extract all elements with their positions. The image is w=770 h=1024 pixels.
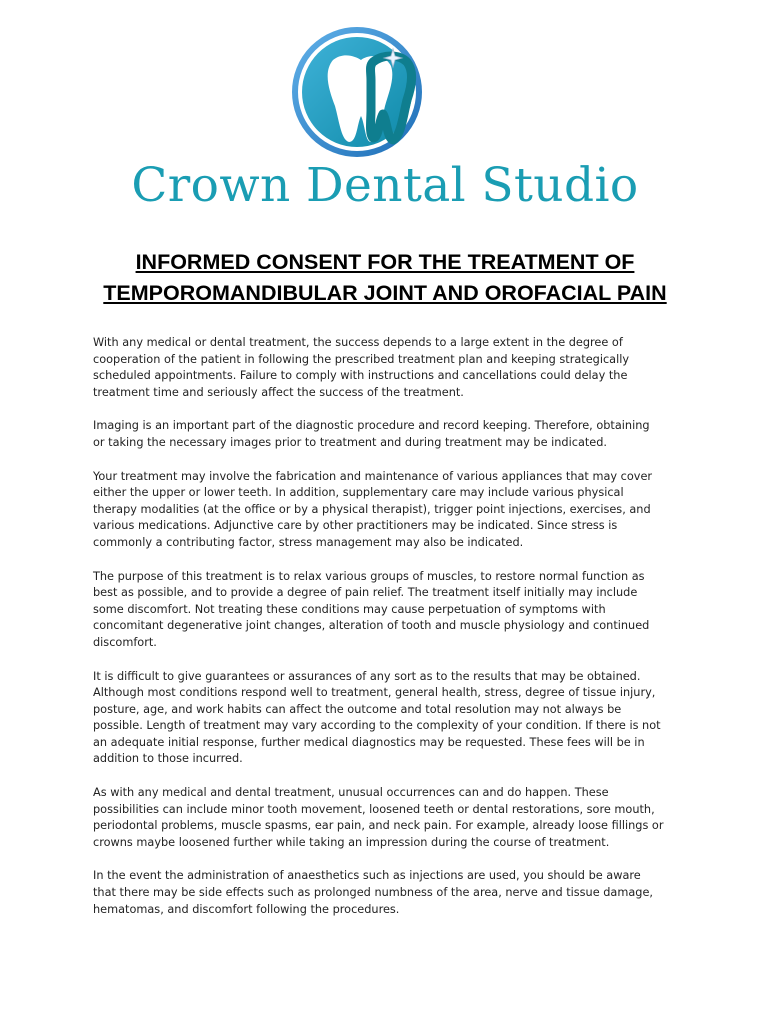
paragraph-line: It is difficult to give guarantees or assurances of any sort as to the results that may be obtained. (93, 669, 641, 683)
paragraph (93, 669, 675, 769)
paragraph-line: scheduled appointments. Failure to comply with instructions and cancellations could delay the (93, 369, 628, 383)
paragraph-line: Your treatment may involve the fabrication and maintenance of various appliances that may cover (93, 469, 653, 483)
paragraph-line: concomitant degenerative joint changes, alteration of tooth and muscle physiology and continued (93, 619, 650, 633)
title-line-1: INFORMED CONSENT FOR THE TREATMENT OF (135, 250, 635, 274)
paragraph (93, 335, 675, 401)
paragraph-line: or taking the necessary images prior to treatment and during treatment may be indicated. (93, 435, 608, 449)
paragraph-line: discomfort. (93, 635, 157, 649)
clinic-name: Crown Dental Studio (131, 158, 639, 213)
paragraph-line: best as possible, and to provide a degree of pain relief. The treatment itself initially may include (93, 586, 638, 600)
paragraph (93, 569, 675, 652)
paragraph-line: therapy modalities (at the office or by a physical therapist), trigger point injections, exercises, and (93, 502, 651, 516)
paragraph-line: various medications. Adjunctive care by other practitioners may be indicated. Since stress is (93, 519, 618, 533)
paragraph-line: posture, age, and work habits can affect the outcome and total resolution may not always be (93, 702, 622, 716)
paragraph-line: crowns maybe loosened further while taking an impression during the course of treatment. (93, 835, 610, 849)
paragraph (93, 785, 675, 851)
paragraph-line: some discomfort. Not treating these conditions may cause perpetuation of symptoms with (93, 602, 606, 616)
paragraph-line: periodontal problems, muscle spasms, ear pain, and neck pain. For example, already loose fillings or (93, 819, 664, 833)
paragraph-line: that there may be side effects such as prolonged numbness of the area, nerve and tissue damage, (93, 886, 653, 900)
paragraph-line: In the event the administration of anaesthetics such as injections are used, you should be aware (93, 869, 641, 883)
paragraph-line: addition to those incurred. (93, 752, 243, 766)
paragraph (93, 868, 675, 918)
document-body (93, 335, 675, 935)
document-title (40, 247, 730, 309)
paragraph (93, 469, 675, 552)
paragraph-line: treatment time and seriously affect the success of the treatment. (93, 385, 464, 399)
paragraph-line: cooperation of the patient in following the prescribed treatment plan and keeping strategically (93, 352, 630, 366)
paragraph-line: an adequate initial response, further medical diagnostics may be requested. These fees will be in (93, 735, 645, 749)
tooth-icon (291, 20, 441, 170)
paragraph-line: Imaging is an important part of the diagnostic procedure and record keeping. Therefore, obtaining (93, 419, 650, 433)
paragraph-line: possible. Length of treatment may vary according to the complexity of your condition. If there is not (93, 719, 661, 733)
paragraph-line: either the upper or lower teeth. In addition, supplementary care may include various physical (93, 486, 624, 500)
clinic-logo (0, 20, 770, 213)
paragraph-line: The purpose of this treatment is to relax various groups of muscles, to restore normal function as (93, 569, 645, 583)
paragraph-line: With any medical or dental treatment, the success depends to a large extent in the degree of (93, 336, 623, 349)
paragraph-line: possibilities can include minor tooth movement, loosened teeth or dental restorations, sore mouth, (93, 802, 655, 816)
paragraph-line: hematomas, and discomfort following the procedures. (93, 902, 400, 916)
title-line-2: TEMPOROMANDIBULAR JOINT AND OROFACIAL PAIN (103, 281, 667, 305)
paragraph-line: As with any medical and dental treatment, unusual occurrences can and do happen. These (93, 786, 609, 800)
paragraph (93, 418, 675, 451)
paragraph-line: commonly a contributing factor, stress management may also be indicated. (93, 535, 524, 549)
paragraph-line: Although most conditions respond well to treatment, general health, stress, degree of tissue injury, (93, 686, 656, 700)
